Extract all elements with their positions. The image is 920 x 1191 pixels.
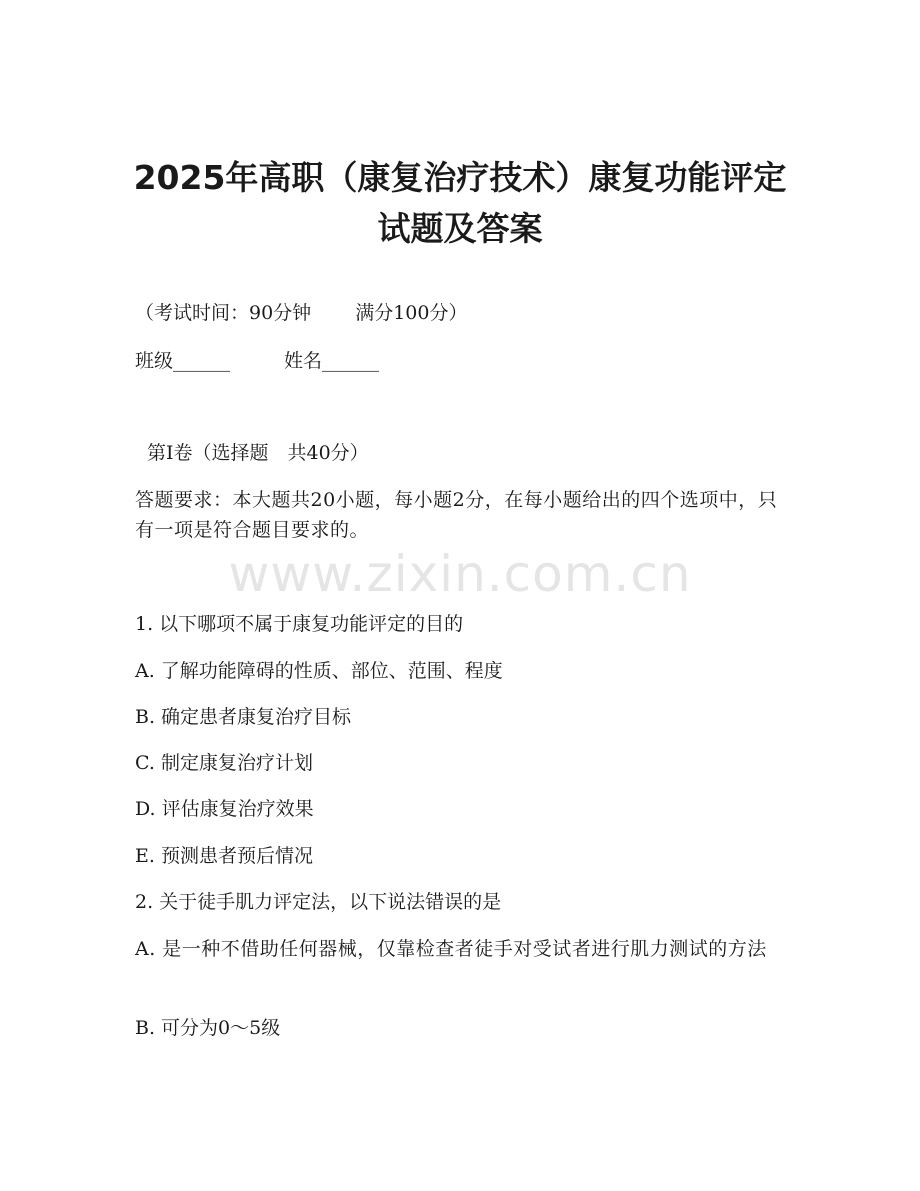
question-1-option-e: E. 预测患者预后情况 — [135, 845, 313, 867]
exam-time: （考试时间：90分钟 — [135, 302, 312, 324]
exam-info — [135, 298, 785, 328]
watermark: www.zixin.com.cn — [228, 545, 692, 603]
section-heading: 第Ⅰ卷（选择题 共40分） — [147, 442, 369, 464]
exam-full-score: 满分100分） — [355, 302, 468, 324]
document-title-line-1: 2025年高职（康复治疗技术）康复功能评定 — [133, 158, 787, 197]
student-info — [135, 346, 785, 376]
question-2-option-b: B. 可分为0～5级 — [135, 1017, 281, 1039]
section-instructions: 答题要求：本大题共20小题，每小题2分，在每小题给出的四个选项中，只有一项是符合题目要求的。 — [135, 489, 778, 541]
class-field-label: 班级______ — [135, 350, 231, 372]
document-title-line-2: 试题及答案 — [377, 209, 543, 248]
question-2-option-a: A. 是一种不借助任何器械，仅靠检查者徒手对受试者进行肌力测试的方法 — [135, 938, 767, 960]
question-2-stem: 2. 关于徒手肌力评定法，以下说法错误的是 — [135, 891, 502, 913]
question-1-option-b: B. 确定患者康复治疗目标 — [135, 706, 352, 728]
question-1-option-c: C. 制定康复治疗计划 — [135, 752, 313, 774]
question-1-stem: 1. 以下哪项不属于康复功能评定的目的 — [135, 613, 464, 635]
name-field-label: 姓名______ — [284, 350, 380, 372]
question-1-option-d: D. 评估康复治疗效果 — [135, 798, 314, 820]
question-1-option-a: A. 了解功能障碍的性质、部位、范围、程度 — [135, 660, 503, 682]
